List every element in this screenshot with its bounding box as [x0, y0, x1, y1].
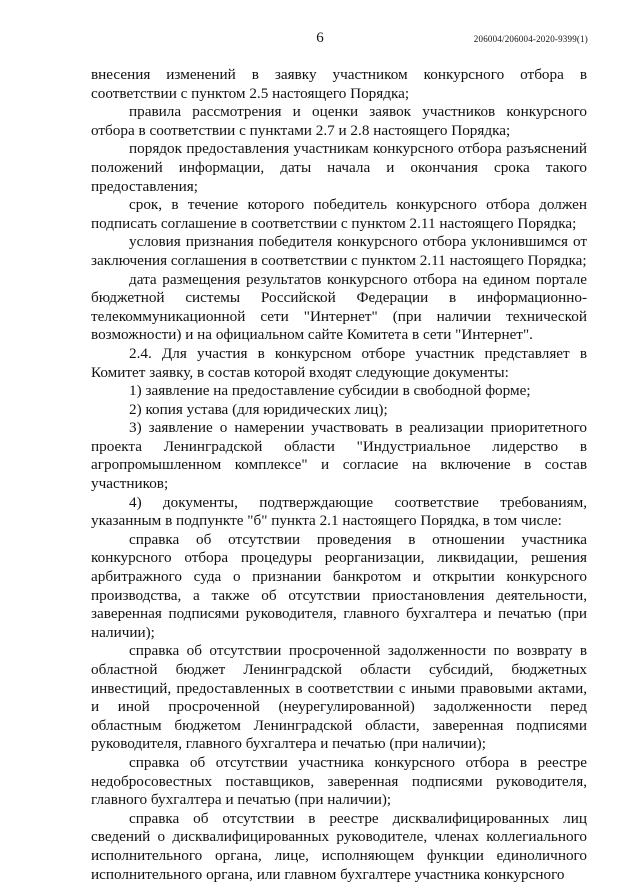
- document-code: 206004/206004-2020-9399(1): [473, 34, 588, 44]
- list-item-3: 3) заявление о намерении участвовать в реализации приоритетного проекта Ленинградской области "Индустриальное лидерство в агропромышленном комплексе" и согласие на включение в состав участников;: [91, 419, 587, 493]
- paragraph-clarification-procedure: порядок предоставления участникам конкурсного отбора разъяснений положений информации, даты начала и окончания срока такого предоставления;: [91, 140, 587, 195]
- paragraph-results-publication: дата размещения результатов конкурсного отбора на едином портале бюджетной системы Российской Федерации в информационно-телекоммуникационной сети "Интернет" (при наличии технической возможности) и на официальном сайте Комитета в сети "Интернет".: [91, 270, 587, 344]
- paragraph-section-2-4: 2.4. Для участия в конкурсном отборе участник представляет в Комитет заявку, в состав которой входят следующие документы:: [91, 344, 587, 381]
- page-number: 6: [316, 30, 324, 46]
- list-item-1: 1) заявление на предоставление субсидии в свободной форме;: [129, 382, 531, 400]
- paragraph-review-rules: правила рассмотрения и оценки заявок участников конкурсного отбора в соответствии с пунктами 2.7 и 2.8 настоящего Порядка;: [91, 103, 587, 139]
- paragraph-debt-certificate: справка об отсутствии просроченной задолженности по возврату в областной бюджет Ленинградской области субсидий, бюджетных инвестиций, предоставленных в соответствии с иными правовыми актами, и иной просроченной (неурегулированной) задолженности перед областным бюджетом Ленинградской области, заверенная подписями руководителя, главного бухгалтера и печатью (при наличии);: [91, 642, 587, 753]
- paragraph-signing-deadline: срок, в течение которого победитель конкурсного отбора должен подписать соглашение в соответствии с пунктом 2.11 настоящего Порядка;: [91, 196, 587, 232]
- paragraph-reorganization-certificate: справка об отсутствии проведения в отношении участника конкурсного отбора процедуры реорганизации, ликвидации, решения арбитражного суда о признании банкротом и открытии конкурсного производства, а также об отсутствии приостановления деятельности, заверенная подписями руководителя, главного бухгалтера и печатью (при наличии);: [91, 530, 587, 641]
- paragraph-amend-application: внесения изменений в заявку участником конкурсного отбора в соответствии с пунктом 2.5 настоящего Порядка;: [91, 66, 587, 102]
- paragraph-evasion-conditions: условия признания победителя конкурсного отбора уклонившимся от заключения соглашения в соответствии с пунктом 2.11 настоящего Порядка;: [91, 233, 587, 269]
- list-item-4: 4) документы, подтверждающие соответствие требованиям, указанным в подпункте "б" пункта 2.1 настоящего Порядка, в том числе:: [91, 493, 587, 530]
- paragraph-unfair-suppliers-certificate: справка об отсутствии участника конкурсного отбора в реестре недобросовестных поставщиков, заверенная подписями руководителя, главного бухгалтера и печатью (при наличии);: [91, 753, 587, 809]
- list-item-2: 2) копия устава (для юридических лиц);: [129, 400, 388, 418]
- paragraph-disqualified-persons-certificate: справка об отсутствии в реестре дисквалифицированных лиц сведений о дисквалифицированных руководителе, членах коллегиального исполнительного органа, лице, исполняющем функции единоличного исполнительного органа, или главном бухгалтере участника конкурсного: [91, 809, 587, 883]
- document-body: [91, 66, 587, 884]
